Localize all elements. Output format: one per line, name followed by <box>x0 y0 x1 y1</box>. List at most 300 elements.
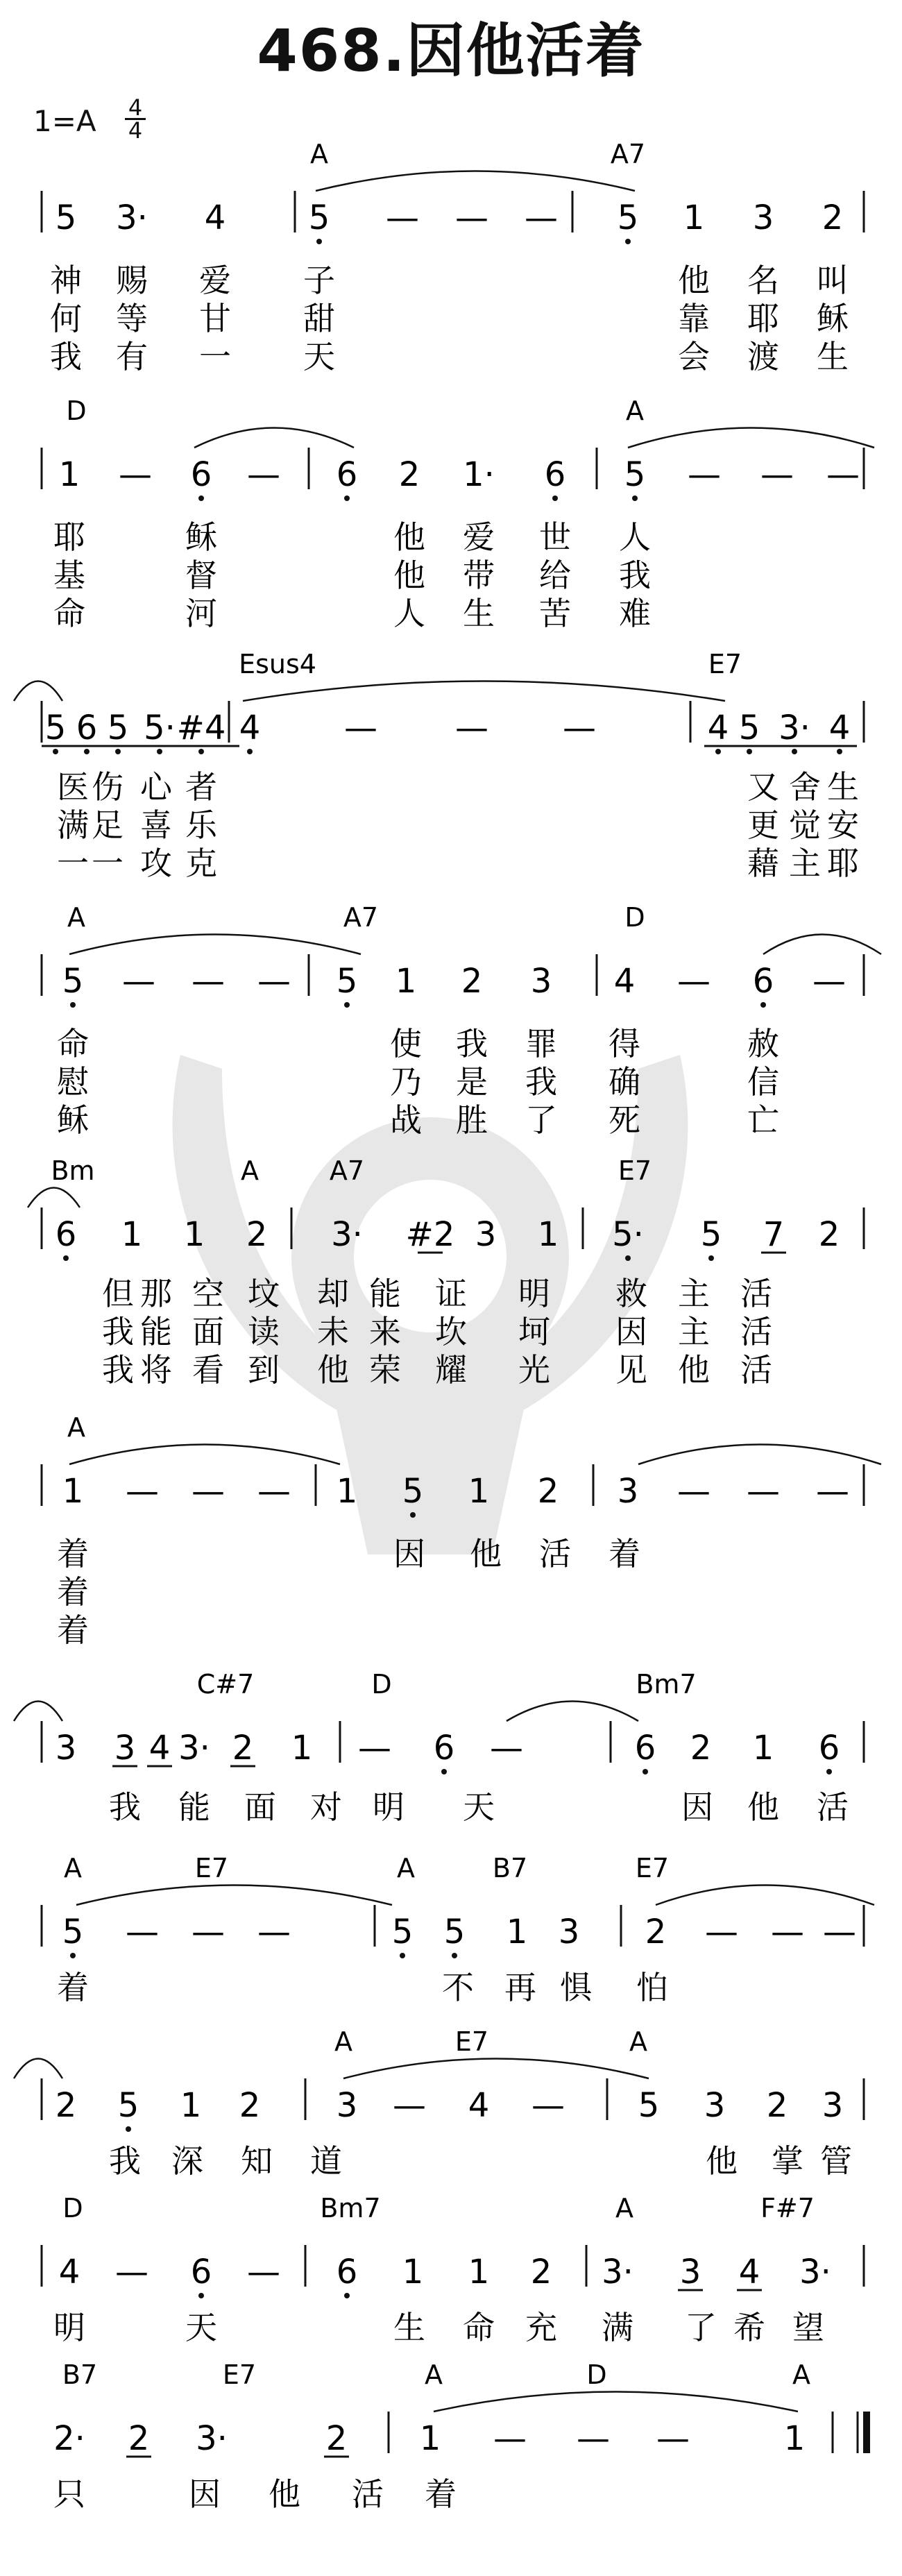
lyric-char: 人 <box>393 595 425 632</box>
chord-symbol: A <box>615 2193 633 2223</box>
slur-mark <box>76 1886 392 1906</box>
lyric-char: 救 <box>615 1275 647 1312</box>
lyric-char: 基 <box>53 557 85 594</box>
octave-dot-below <box>344 2293 350 2298</box>
note-numeral: — <box>771 1913 804 1951</box>
lyric-char: 藉 <box>747 845 779 882</box>
octave-dot-below <box>747 749 752 754</box>
lyric-char: 满 <box>602 2309 633 2346</box>
note-numeral: — <box>192 962 225 1001</box>
chord-symbol: D <box>371 1669 392 1700</box>
note-numeral: 5 <box>308 198 330 237</box>
lyric-char: 安 <box>827 806 859 844</box>
lyric-char: 罪 <box>525 1025 557 1062</box>
note-numeral: 4 <box>204 198 226 237</box>
lyric-char: 惧 <box>560 1969 592 2006</box>
chord-symbol: Bm7 <box>320 2193 381 2223</box>
lyric-char: 耀 <box>435 1351 467 1389</box>
note-numeral: 5 <box>62 1913 84 1951</box>
note-numeral: 6 <box>76 709 98 747</box>
lyric-char: 只 <box>53 2475 85 2513</box>
lyric-char: 对 <box>310 1788 342 1826</box>
note-numeral: — <box>386 198 419 237</box>
note-numeral: — <box>656 2419 690 2458</box>
lyric-char: 赐 <box>116 262 148 299</box>
note-numeral: 3 <box>558 1913 580 1951</box>
lyric-char: 因 <box>681 1788 713 1826</box>
note-numeral: — <box>247 455 280 494</box>
note-numeral: — <box>126 1472 159 1511</box>
note-numeral: 4 <box>148 1729 171 1768</box>
slur-mark <box>69 1445 340 1465</box>
lyric-char: 得 <box>609 1025 640 1062</box>
lyric-char: 面 <box>192 1313 224 1350</box>
lyric-char: 了 <box>685 2309 717 2346</box>
chord-symbol: A <box>425 2359 443 2390</box>
note-numeral: 3· <box>196 2419 228 2458</box>
lyric-char: 生 <box>817 338 849 375</box>
lyric-char: 但 <box>102 1275 134 1312</box>
note-numeral: — <box>247 2253 280 2291</box>
lyric-char: 主 <box>678 1275 710 1312</box>
slur-mark <box>243 681 725 702</box>
note-numeral: 6 <box>752 962 774 1001</box>
note-numeral: — <box>677 1472 710 1511</box>
note-numeral: 1 <box>752 1729 774 1768</box>
note-numeral: 5· <box>144 709 176 747</box>
octave-dot-below <box>63 1255 69 1261</box>
note-numeral: 5 <box>738 709 760 747</box>
note-numeral: 1 <box>291 1729 313 1768</box>
octave-dot-below <box>70 1002 76 1008</box>
octave-dot-below <box>792 749 797 754</box>
lyric-char: 克 <box>185 845 217 882</box>
lyric-char: 甜 <box>303 300 335 337</box>
note-numeral: 1 <box>783 2419 806 2458</box>
lyric-char: 满 <box>57 806 89 844</box>
lyric-char: 他 <box>470 1535 502 1573</box>
note-numeral: 2 <box>55 2086 77 2125</box>
lyric-char: 了 <box>525 1101 557 1139</box>
lyric-char: 更 <box>747 806 779 844</box>
note-numeral: — <box>192 1913 225 1951</box>
octave-dot-below <box>625 1255 631 1261</box>
lyric-char: 主 <box>678 1313 710 1350</box>
note-numeral: 2· <box>53 2419 85 2458</box>
final-bar-thick <box>863 2412 870 2453</box>
lyric-char: 天 <box>185 2309 217 2346</box>
note-numeral: 1 <box>62 1472 84 1511</box>
lyric-char: 着 <box>425 2475 457 2513</box>
note-numeral: — <box>826 455 860 494</box>
note-numeral: — <box>119 455 152 494</box>
octave-dot-below <box>247 749 253 754</box>
note-numeral: 2 <box>645 1913 667 1951</box>
chord-symbol: E7 <box>635 1853 670 1883</box>
lyric-char: 他 <box>678 1351 710 1389</box>
octave-dot-below <box>760 1002 766 1008</box>
lyric-char: 充 <box>525 2309 557 2346</box>
lyric-char: 着 <box>57 1969 89 2006</box>
lyric-char: 名 <box>747 262 779 299</box>
chord-symbol: E7 <box>454 2026 489 2057</box>
note-numeral: 4 <box>468 2086 490 2125</box>
note-numeral: — <box>115 2253 148 2291</box>
lyric-char: 乐 <box>185 806 217 844</box>
lyric-char: 我 <box>525 1063 557 1101</box>
lyric-char: 命 <box>463 2309 495 2346</box>
lyric-char: 耶 <box>827 845 859 882</box>
lyric-char: 等 <box>116 300 148 337</box>
lyric-char: 着 <box>609 1535 640 1573</box>
octave-dot-below <box>84 749 90 754</box>
note-numeral: — <box>358 1729 391 1768</box>
chord-symbol: D <box>624 902 645 933</box>
octave-dot-below <box>157 749 162 754</box>
lyric-char: 坷 <box>518 1313 550 1350</box>
lyric-char: 因 <box>615 1313 647 1350</box>
lyric-char: 觉 <box>789 806 821 844</box>
note-numeral: — <box>493 2419 527 2458</box>
lyric-char: 神 <box>50 262 82 299</box>
lyric-char: 活 <box>740 1351 772 1389</box>
lyric-char: 胜 <box>456 1101 488 1139</box>
lyric-char: 他 <box>393 518 425 556</box>
note-numeral: 2 <box>461 962 483 1001</box>
note-numeral: 1 <box>506 1913 528 1951</box>
lyric-char: 却 <box>317 1275 349 1312</box>
chord-symbol: A <box>334 2026 352 2057</box>
lyric-char: 喜 <box>140 806 172 844</box>
lyric-char: 赦 <box>747 1025 779 1062</box>
lyric-char: 见 <box>615 1351 647 1389</box>
octave-dot-below <box>198 2293 204 2298</box>
note-numeral: 2 <box>232 1729 254 1768</box>
lyric-char: 命 <box>57 1025 89 1062</box>
chord-symbol: C#7 <box>196 1669 255 1700</box>
note-numeral: 3 <box>822 2086 844 2125</box>
note-numeral: 5 <box>624 455 646 494</box>
lyric-char: 再 <box>504 1969 536 2006</box>
note-numeral: 1· <box>463 455 495 494</box>
lyric-char: 面 <box>244 1788 276 1826</box>
lyric-char: 耶 <box>53 518 85 556</box>
lyric-char: 他 <box>393 557 425 594</box>
note-numeral: — <box>531 2086 565 2125</box>
lyric-char: 耶 <box>747 300 779 337</box>
lyric-char: 足 <box>92 806 124 844</box>
lyric-char: 证 <box>435 1275 467 1312</box>
octave-dot-below <box>708 1255 714 1261</box>
lyric-char: 深 <box>171 2142 203 2180</box>
chord-symbol: A <box>397 1853 415 1883</box>
lyric-char: 伤 <box>92 768 124 806</box>
octave-dot-below <box>400 1953 405 1958</box>
note-numeral: 3 <box>617 1472 639 1511</box>
lyric-char: 那 <box>140 1275 172 1312</box>
octave-dot-below <box>715 749 721 754</box>
chord-symbol: A <box>629 2026 647 2057</box>
slur-mark <box>343 2059 649 2079</box>
octave-dot-below <box>115 749 121 754</box>
note-numeral: 1 <box>180 2086 202 2125</box>
lyric-char: 靠 <box>678 300 710 337</box>
lyric-char: 确 <box>609 1063 640 1101</box>
lyric-char: 子 <box>303 262 335 299</box>
note-numeral: — <box>823 1913 856 1951</box>
octave-dot-below <box>198 749 204 754</box>
note-numeral: — <box>122 962 155 1001</box>
slur-mark <box>316 171 635 192</box>
octave-dot-below <box>198 495 204 501</box>
note-numeral: — <box>490 1729 523 1768</box>
note-numeral: 4 <box>58 2253 80 2291</box>
chord-symbol: A <box>67 902 85 933</box>
chord-symbol: A <box>64 1853 82 1883</box>
lyric-char: 因 <box>393 1535 425 1573</box>
note-numeral: — <box>455 198 488 237</box>
chord-symbol: E7 <box>708 649 742 679</box>
lyric-char: 一 <box>92 845 124 882</box>
lyric-char: 我 <box>109 1788 141 1826</box>
lyric-char: 他 <box>678 262 710 299</box>
note-numeral: 1 <box>336 1472 358 1511</box>
note-numeral: 5 <box>107 709 129 747</box>
note-numeral: 5 <box>62 962 84 1001</box>
chord-symbol: B7 <box>62 2359 98 2390</box>
chord-symbol: A <box>310 139 328 169</box>
chord-symbol: A <box>67 1412 85 1443</box>
note-numeral: 1 <box>468 1472 490 1511</box>
note-numeral: — <box>344 709 377 747</box>
lyric-char: 督 <box>185 557 217 594</box>
note-numeral: 5 <box>638 2086 660 2125</box>
note-numeral: #4 <box>176 709 226 747</box>
chord-symbol: B7 <box>492 1853 528 1883</box>
note-numeral: 1 <box>58 455 80 494</box>
slur-mark <box>763 935 881 955</box>
note-numeral: 4 <box>239 709 261 747</box>
lyric-char: 生 <box>393 2309 425 2346</box>
lyric-char: 我 <box>619 557 651 594</box>
page-title: 468.因他活着 <box>257 17 645 85</box>
note-numeral: — <box>126 1913 159 1951</box>
note-numeral: 5 <box>402 1472 424 1511</box>
lyric-char: 怕 <box>636 1969 668 2006</box>
slur-mark <box>656 1886 874 1906</box>
octave-dot-below <box>632 495 638 501</box>
lyric-char: 乃 <box>390 1063 422 1101</box>
lyric-char: 坟 <box>248 1275 280 1312</box>
lyric-char: 我 <box>102 1351 134 1389</box>
slur-mark <box>638 1445 881 1465</box>
note-numeral: — <box>525 198 558 237</box>
note-numeral: 3 <box>336 2086 358 2125</box>
note-numeral: 2 <box>325 2419 348 2458</box>
lyric-char: 叫 <box>817 262 849 299</box>
chord-symbol: D <box>62 2193 83 2223</box>
lyric-char: 管 <box>820 2142 852 2180</box>
note-numeral: 1 <box>183 1215 205 1254</box>
lyric-char: 能 <box>369 1275 401 1312</box>
note-numeral: 6 <box>55 1215 77 1254</box>
note-numeral: 2 <box>818 1215 840 1254</box>
lyric-char: 明 <box>518 1275 550 1312</box>
note-numeral: — <box>257 1472 291 1511</box>
lyric-char: 坎 <box>435 1313 467 1350</box>
lyric-char: 一 <box>57 845 89 882</box>
octave-dot-below <box>625 239 631 244</box>
lyric-char: 人 <box>619 518 651 556</box>
octave-dot-below <box>344 495 350 501</box>
time-signature-bottom: 4 <box>128 117 143 144</box>
note-numeral: 2 <box>398 455 420 494</box>
lyric-char: 道 <box>310 2142 342 2180</box>
note-numeral: 3 <box>530 962 552 1001</box>
octave-dot-below <box>53 749 58 754</box>
note-numeral: 3 <box>704 2086 726 2125</box>
lyric-char: 稣 <box>185 518 217 556</box>
lyric-char: 活 <box>740 1313 772 1350</box>
slur-mark <box>28 1188 80 1208</box>
chord-symbol: Bm7 <box>636 1669 697 1700</box>
note-numeral: 5 <box>44 709 67 747</box>
lyric-char: 河 <box>185 595 217 632</box>
slur-mark <box>14 1702 62 1722</box>
lyric-char: 生 <box>463 595 495 632</box>
note-numeral: — <box>393 2086 426 2125</box>
lyric-char: 苦 <box>539 595 571 632</box>
note-numeral: 6 <box>336 2253 358 2291</box>
note-numeral: 5 <box>336 962 358 1001</box>
lyric-char: 我 <box>109 2142 141 2180</box>
lyric-char: 不 <box>442 1969 474 2006</box>
slur-mark <box>194 428 354 448</box>
note-numeral: 3 <box>114 1729 136 1768</box>
note-numeral: 3· <box>602 2253 633 2291</box>
note-numeral: 1 <box>468 2253 490 2291</box>
chord-symbol: D <box>66 396 87 426</box>
slur-mark <box>14 2059 62 2079</box>
lyric-char: 未 <box>317 1313 349 1350</box>
note-numeral: 6 <box>818 1729 840 1768</box>
lyric-char: 他 <box>706 2142 738 2180</box>
note-numeral: 4 <box>828 709 851 747</box>
note-numeral: 4 <box>613 962 636 1001</box>
lyric-char: 我 <box>102 1313 134 1350</box>
chord-symbol: A7 <box>610 139 646 169</box>
note-numeral: 5 <box>55 198 77 237</box>
note-numeral: 1 <box>121 1215 143 1254</box>
octave-dot-below <box>452 1953 457 1958</box>
lyric-char: 他 <box>317 1351 349 1389</box>
note-numeral: 3 <box>55 1729 77 1768</box>
octave-dot-below <box>441 1769 447 1774</box>
lyric-char: 心 <box>140 768 172 806</box>
note-numeral: 3· <box>331 1215 363 1254</box>
lyric-char: 他 <box>269 2475 300 2513</box>
lyric-char: 空 <box>192 1275 224 1312</box>
note-numeral: 2 <box>530 2253 552 2291</box>
lyric-char: 能 <box>140 1313 172 1350</box>
note-numeral: — <box>705 1913 738 1951</box>
chord-symbol: A <box>792 2359 810 2390</box>
lyric-char: 信 <box>747 1063 779 1101</box>
note-numeral: #2 <box>405 1215 455 1254</box>
octave-dot-below <box>344 1002 350 1008</box>
lyric-char: 何 <box>50 300 82 337</box>
lyric-char: 明 <box>373 1788 405 1826</box>
lyric-char: 攻 <box>140 845 172 882</box>
lyric-char: 稣 <box>817 300 849 337</box>
lyric-char: 舍 <box>789 768 821 806</box>
note-numeral: 5 <box>117 2086 139 2125</box>
lyric-char: 来 <box>369 1313 401 1350</box>
note-numeral: 6 <box>190 2253 212 2291</box>
lyric-char: 因 <box>189 2475 221 2513</box>
slur-mark <box>434 2392 798 2412</box>
lyric-char: 荣 <box>369 1351 401 1389</box>
note-numeral: 5 <box>391 1913 414 1951</box>
lyric-char: 死 <box>609 1101 640 1139</box>
note-numeral: 3 <box>752 198 774 237</box>
note-numeral: 2 <box>537 1472 559 1511</box>
note-numeral: 2 <box>690 1729 712 1768</box>
lyric-char: 又 <box>747 768 779 806</box>
note-numeral: — <box>677 962 710 1001</box>
lyric-char: 活 <box>740 1275 772 1312</box>
chord-symbol: F#7 <box>760 2193 815 2223</box>
note-numeral: 6 <box>336 455 358 494</box>
lyric-char: 亡 <box>747 1101 779 1139</box>
lyric-char: 将 <box>140 1351 172 1389</box>
note-numeral: — <box>455 709 488 747</box>
note-numeral: — <box>816 1472 849 1511</box>
note-numeral: 2 <box>822 198 844 237</box>
lyric-char: 活 <box>539 1535 571 1573</box>
chord-symbol: Bm <box>51 1155 95 1186</box>
chord-symbol: E7 <box>222 2359 257 2390</box>
lyric-char: 能 <box>178 1788 210 1826</box>
lyric-char: 看 <box>192 1351 224 1389</box>
note-numeral: 3 <box>475 1215 497 1254</box>
lyric-char: 慰 <box>57 1063 89 1101</box>
lyric-char: 读 <box>248 1313 280 1350</box>
note-numeral: 2 <box>128 2419 150 2458</box>
lyric-char: 爱 <box>199 262 231 299</box>
note-numeral: 1 <box>402 2253 424 2291</box>
lyric-char: 难 <box>619 595 651 632</box>
octave-dot-below <box>316 239 322 244</box>
lyric-char: 使 <box>390 1025 422 1062</box>
lyric-char: 命 <box>53 595 85 632</box>
note-numeral: — <box>812 962 846 1001</box>
note-numeral: 5 <box>700 1215 722 1254</box>
octave-dot-below <box>552 495 558 501</box>
lyric-char: 着 <box>57 1535 89 1573</box>
note-numeral: 5· <box>612 1215 644 1254</box>
chord-symbol: D <box>586 2359 607 2390</box>
note-numeral: — <box>257 962 291 1001</box>
lyric-char: 者 <box>185 768 217 806</box>
lyric-char: 带 <box>463 557 495 594</box>
note-numeral: 5 <box>443 1913 466 1951</box>
lyric-char: 会 <box>678 338 710 375</box>
lyric-char: 他 <box>747 1788 779 1826</box>
note-numeral: 2 <box>246 1215 268 1254</box>
octave-dot-below <box>643 1769 648 1774</box>
note-numeral: 3· <box>178 1729 210 1768</box>
